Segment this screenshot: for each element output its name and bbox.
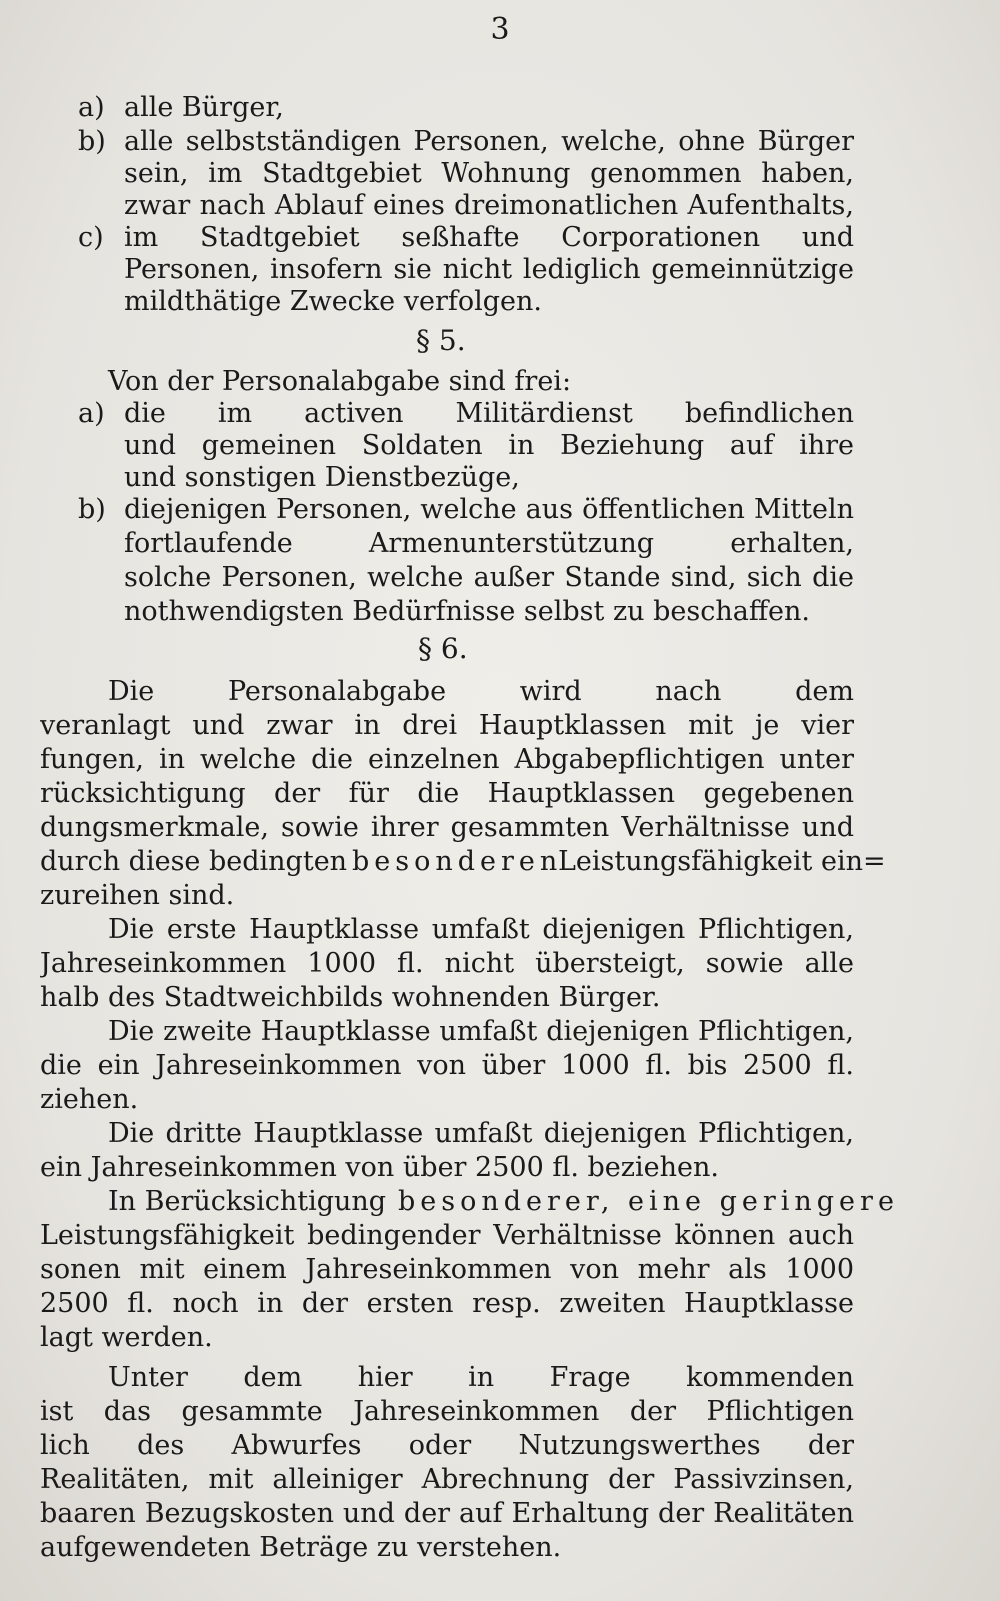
s5-item-a-line: und gemeinen Soldaten in Beziehung auf ihre: [124, 430, 854, 461]
s6-p1-line: fungen, in welche die einzelnen Abgabepflichtigen unter: [40, 744, 854, 775]
section-6-heading: § 6.: [418, 632, 468, 665]
list-label-b: b): [78, 126, 106, 157]
s6-p6-line: baaren Bezugskosten und der auf Erhaltung der Realitäten: [40, 1498, 854, 1529]
s6-p1-line: zureihen sind.: [40, 880, 235, 911]
s5-item-a-line: die im activen Militärdienst befindlichen: [124, 398, 854, 429]
s6-p2-line: halb des Stadtweichbilds wohnenden Bürger.: [40, 982, 661, 1013]
s6-p1-line: Die Personalabgabe wird nach dem: [108, 676, 854, 707]
s5-item-b-line: nothwendigsten Bedürfnisse selbst zu beschaffen.: [124, 596, 811, 627]
s5-label-a: a): [78, 398, 105, 429]
s6-p6-line: aufgewendeten Beträge zu verstehen.: [40, 1532, 562, 1563]
page-number: 3: [490, 12, 510, 47]
s5-item-b-line: fortlaufende Armenunterstützung erhalten,: [124, 528, 854, 559]
s6-p2-line: Die erste Hauptklasse umfaßt diejenigen Pflichtigen,: [108, 914, 854, 945]
s6-p4-line: Die dritte Hauptklasse umfaßt diejenigen Pflichtigen,: [108, 1118, 854, 1149]
list-label-a: a): [78, 92, 105, 123]
s5-item-b-line: solche Personen, welche außer Stande sind, sich die: [124, 562, 854, 593]
section-5-intro: Von der Personalabgabe sind frei:: [108, 366, 572, 397]
s5-item-b-line: diejenigen Personen, welche aus öffentlichen Mitteln: [124, 494, 854, 525]
s6-p3-line: die ein Jahreseinkommen von über 1000 fl. bis 2500 fl.: [40, 1050, 854, 1081]
s6-p3-line: Die zweite Hauptklasse umfaßt diejenigen Pflichtigen,: [108, 1016, 854, 1047]
s6-p5-line: sonen mit einem Jahreseinkommen von mehr als 1000: [40, 1254, 854, 1285]
list-item-c-line: im Stadtgebiet seßhafte Corporationen und: [124, 222, 854, 253]
s6-p5-line: lagt werden.: [40, 1322, 213, 1353]
list-item-a-line: alle Bürger,: [124, 92, 284, 123]
s6-p6-line: ist das gesammte Jahreseinkommen der Pflichtigen: [40, 1396, 854, 1427]
s6-p5-line: 2500 fl. noch in der ersten resp. zweiten Hauptklasse: [40, 1288, 854, 1319]
s6-p6-line: Unter dem hier in Frage kommenden: [108, 1362, 854, 1393]
s6-p3-line: ziehen.: [40, 1084, 139, 1115]
list-label-c: c): [78, 222, 104, 253]
s6-p4-line: ein Jahreseinkommen von über 2500 fl. beziehen.: [40, 1152, 719, 1183]
s5-label-b: b): [78, 494, 106, 525]
list-item-c-line: Personen, insofern sie nicht lediglich gemeinnützige: [124, 254, 854, 285]
s6-p5-spaced-words: besonderer, eine geringere: [398, 1186, 899, 1217]
s6-p1-spaced-word: besonderen: [352, 846, 563, 877]
s6-p1-line-part: durch diese bedingten: [40, 846, 348, 877]
s6-p6-line: Realitäten, mit alleiniger Abrechnung der Passivzinsen,: [40, 1464, 854, 1495]
s6-p6-line: lich des Abwurfes oder Nutzungswerthes der: [40, 1430, 854, 1461]
s6-p5-line-part: In Berücksichtigung: [108, 1186, 387, 1217]
list-item-b-line: sein, im Stadtgebiet Wohnung genommen haben,: [124, 158, 854, 189]
s6-p2-line: Jahreseinkommen 1000 fl. nicht übersteigt, sowie alle: [40, 948, 854, 979]
s6-p1-line-part: Leistungsfähigkeit ein=: [558, 846, 886, 877]
s6-p1-line: rücksichtigung der für die Hauptklassen gegebenen: [40, 778, 854, 809]
list-item-b-line: zwar nach Ablauf eines dreimonatlichen Aufenthalts,: [124, 190, 854, 221]
list-item-c-line: mildthätige Zwecke verfolgen.: [124, 286, 542, 317]
list-item-b-line: alle selbstständigen Personen, welche, ohne Bürger: [124, 126, 854, 157]
s6-p1-line: dungsmerkmale, sowie ihrer gesammten Verhältnisse und: [40, 812, 854, 843]
section-5-heading: § 5.: [416, 324, 466, 357]
s5-item-a-line: und sonstigen Dienstbezüge,: [124, 462, 520, 493]
s6-p5-line: Leistungsfähigkeit bedingender Verhältnisse können auch: [40, 1220, 854, 1251]
s6-p1-line: veranlagt und zwar in drei Hauptklassen mit je vier: [40, 710, 854, 741]
